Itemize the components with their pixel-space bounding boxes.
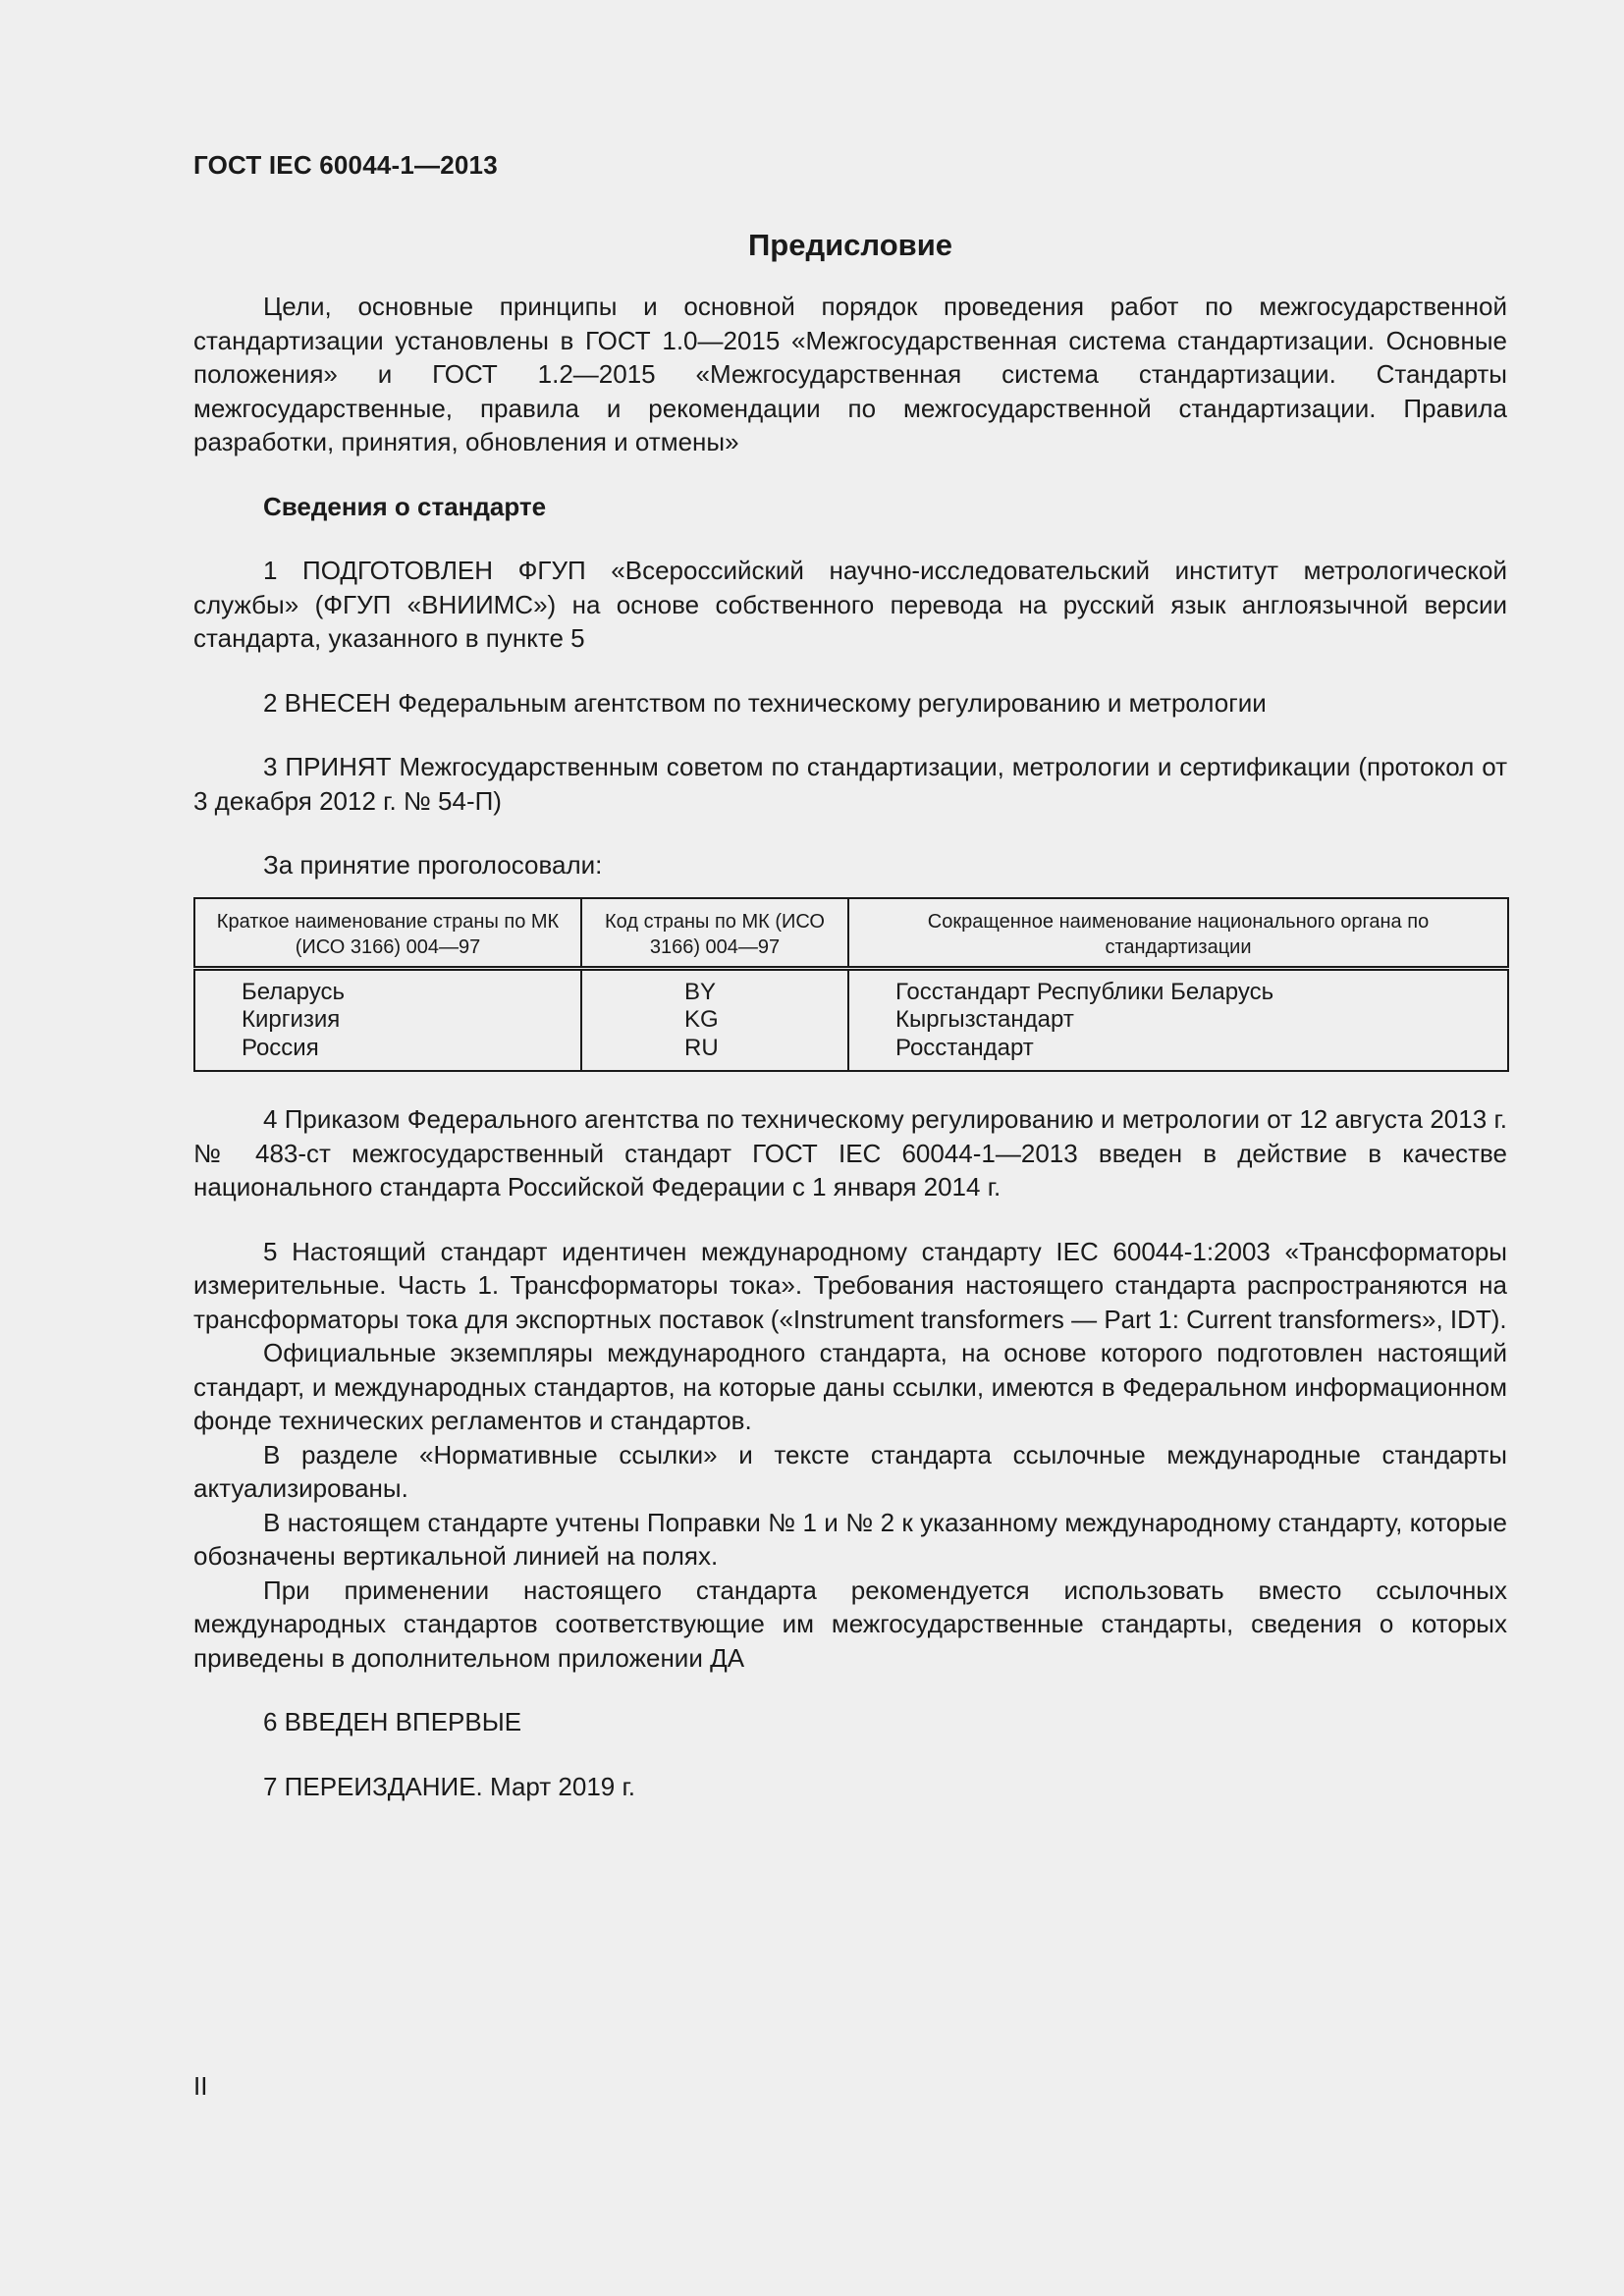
item-2-paragraph: 2 ВНЕСЕН Федеральным агентством по техническому регулированию и метрологии (263, 687, 1267, 718)
header-country-name: Краткое наименование страны по МК (ИСО 3166) 004—97 (194, 898, 581, 969)
item-5-references-paragraph: В разделе «Нормативные ссылки» и тексте стандарта ссылочные международные стандарты актуализированы. (193, 1439, 1507, 1503)
table-cell-organ: Росстандарт (895, 1034, 1034, 1061)
table-cell-organ: Кыргызстандарт (895, 1006, 1074, 1033)
item-3-paragraph: 3 ПРИНЯТ Межгосударственным советом по стандартизации, метрологии и сертификации (протокол от 3 декабря 2012 г. № 54-П) (193, 752, 1507, 816)
table-cell-organ: Госстандарт Республики Беларусь (895, 978, 1274, 1005)
table-cell-country: Киргизия (242, 1006, 341, 1033)
item-5-paragraph: 5 Настоящий стандарт идентичен международному стандарту IEC 60044-1:2003 «Трансформаторы измерительные. Часть 1. Трансформаторы тока». Требования настоящего стандарта распространяются на трансформаторы тока для экспортных поставок («Instrument transformers — Part 1: Current transformers», IDT). (193, 1236, 1507, 1334)
item-5-recommendation-paragraph: При применении настоящего стандарта рекомендуется использовать вместо ссылочных международных стандартов соответствующие им межгосударственные стандарты, сведения о которых приведены в дополнительном приложении ДА (193, 1575, 1507, 1673)
item-4-paragraph: 4 Приказом Федерального агентства по техническому регулированию и метрологии от 12 августа 2013 г. № 483-ст межгосударственный стандарт ГОСТ IEC 60044-1—2013 введен в действие в качестве национального стандарта Российской Федерации с 1 января 2014 г. (193, 1104, 1507, 1201)
table-cell-country: Россия (242, 1034, 319, 1061)
table-cell-code: KG (684, 1006, 719, 1033)
page-content (193, 145, 1507, 1803)
standard-info-heading: Сведения о стандарте (263, 491, 547, 521)
voting-table (193, 897, 1509, 1073)
table-cell-code: RU (684, 1034, 719, 1061)
code-list (581, 968, 848, 1071)
page-number: II (193, 2071, 208, 2101)
voting-table-header-row (194, 898, 1508, 969)
section-heading-foreword: Предисловие (747, 228, 952, 262)
item-6-paragraph: 6 ВВЕДЕН ВПЕРВЫЕ (263, 1707, 522, 1736)
table-cell-country: Беларусь (242, 978, 345, 1005)
item-7-paragraph: 7 ПЕРЕИЗДАНИЕ. Март 2019 г. (263, 1771, 636, 1801)
header-country-code: Код страны по МК (ИСО 3166) 004—97 (581, 898, 848, 969)
item-5-amendments-paragraph: В настоящем стандарте учтены Поправки № 1 и № 2 к указанному международному стандарту, которые обозначены вертикальной линией на полях. (193, 1507, 1507, 1571)
country-list (194, 968, 581, 1071)
organ-list (848, 968, 1508, 1071)
vote-intro-paragraph: За принятие проголосовали: (263, 850, 603, 880)
table-cell-code: BY (684, 978, 717, 1005)
item-5-official-copies-paragraph: Официальные экземпляры международного стандарта, на основе которого подготовлен настоящий стандарт, и международных стандартов, на которые даны ссылки, имеются в Федеральном информационном фонде технических регламентов и стандартов. (193, 1338, 1507, 1435)
intro-paragraph: Цели, основные принципы и основной порядок проведения работ по межгосударственной стандартизации установлены в ГОСТ 1.0—2015 «Межгосударственная система стандартизации. Основные положения» и ГОСТ 1.2—2015 «Межгосударственная система стандартизации. Стандарты межгосударственные, правила и рекомендации по межгосударственной стандартизации. Правила разработки, принятия, обновления и отмены» (193, 292, 1507, 456)
document-code-header: ГОСТ IEC 60044-1—2013 (193, 150, 498, 180)
item-1-paragraph: 1 ПОДГОТОВЛЕН ФГУП «Всероссийский научно-исследовательский институт метрологической службы» (ФГУП «ВНИИМС») на основе собственного перевода на русский язык англоязычной версии стандарта, указанного в пункте 5 (193, 556, 1507, 653)
header-national-organ: Сокращенное наименование национального органа по стандартизации (848, 898, 1508, 969)
voting-table-body-row (194, 968, 1508, 1071)
